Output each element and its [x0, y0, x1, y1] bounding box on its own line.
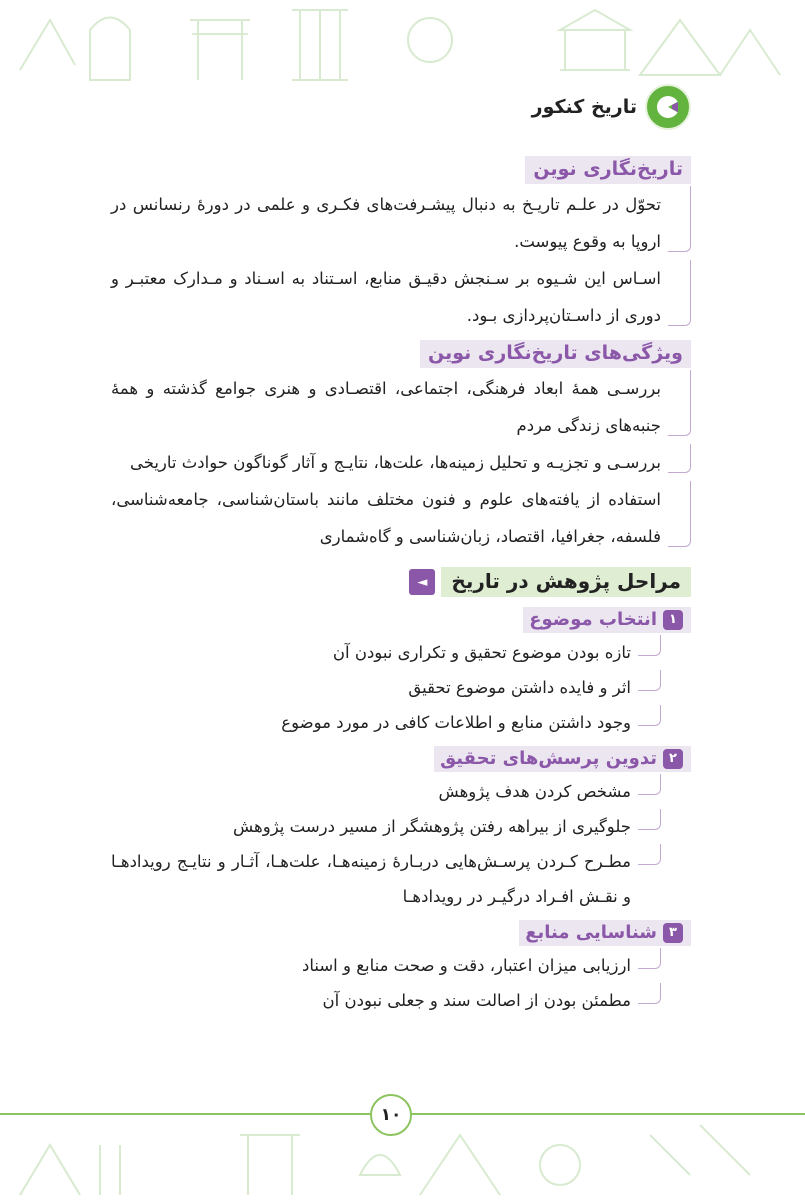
step-2 [111, 740, 691, 914]
bullet-list [111, 635, 661, 740]
bullet-marker [638, 670, 661, 691]
bullet-marker [668, 444, 691, 473]
bullet-list [111, 948, 661, 1018]
header-title: تاریخ کنکور [531, 96, 637, 118]
bullet-list [111, 370, 691, 555]
list-item-text: اسـاس این شـیوه بر سـنجش دقیـق منابع، اسـتناد به اسـناد و مـدارک معتبـر و دوری از داسـتان‌پردازی بـود. [111, 269, 661, 325]
bullet-marker [638, 635, 661, 656]
list-item-text: جلوگیری از بیراهه رفتن پژوهشگر از مسیر درست پژوهش [233, 817, 631, 836]
page-number: ۱۰ [370, 1094, 412, 1136]
list-item [111, 705, 661, 740]
list-item-text: مشخص کردن هدف پژوهش [438, 782, 631, 801]
step-3 [111, 914, 691, 1018]
step-1 [111, 601, 691, 740]
step-title: تدوین پرسش‌های تحقیق [440, 748, 657, 769]
bullet-marker [638, 948, 661, 969]
list-item-text: ارزیابی میزان اعتبار، دقت و صحت منابع و اسناد [302, 956, 631, 975]
list-item [111, 774, 661, 809]
list-item-text: بررسـی و تجزیـه و تحلیل زمینه‌ها، علت‌ها، نتایـج و آثار گوناگون حوادث تاریخی [129, 453, 661, 472]
list-item [111, 444, 691, 481]
step-heading [434, 746, 691, 772]
stage-heading [111, 567, 691, 597]
page-header [532, 84, 691, 130]
bullet-marker [668, 481, 691, 547]
bullet-list [111, 774, 661, 914]
section-title: ویژگی‌های تاریخ‌نگاری نوین [420, 340, 691, 368]
step-title: شناسایی منابع [525, 922, 657, 943]
page-content [111, 150, 691, 1018]
list-item-text: استفاده از یافته‌های علوم و فنون مختلف مانند باستان‌شناسی، جامعه‌شناسی، فلسفه، جغرافیا، اقتصاد، زبان‌شناسی و گاه‌شماری [111, 490, 661, 546]
section-modern-historiography [111, 150, 691, 334]
section-features [111, 334, 691, 555]
bullet-marker [638, 774, 661, 795]
arrow-left-icon: ◄ [409, 569, 435, 595]
bullet-list [111, 186, 691, 334]
list-item-text: مطمئن بودن از اصالت سند و جعلی نبودن آن [322, 991, 631, 1010]
list-item-text: تازه بودن موضوع تحقیق و تکراری نبودن آن [332, 643, 631, 662]
step-number: ۱ [663, 610, 683, 630]
list-item [111, 983, 661, 1018]
bullet-marker [638, 844, 661, 865]
step-number: ۲ [663, 749, 683, 769]
list-item [111, 186, 691, 260]
step-title: انتخاب موضوع [529, 609, 657, 630]
list-item-text: تحوّل در علـم تاریـخ به دنبال پیشـرفت‌های فکـری و علمی در دورهٔ رنسانس در اروپا به وقوع پیوست. [111, 195, 661, 251]
bullet-marker [638, 809, 661, 830]
bullet-marker [638, 705, 661, 726]
list-item [111, 260, 691, 334]
list-item [111, 948, 661, 983]
step-heading [519, 920, 691, 946]
stage-title: مراحل پژوهش در تاریخ [441, 567, 691, 597]
step-heading [523, 607, 691, 633]
bullet-marker [668, 260, 691, 326]
list-item-text: اثر و فایده داشتن موضوع تحقیق [408, 678, 631, 697]
bullet-marker [638, 983, 661, 1004]
list-item [111, 844, 661, 914]
list-item [111, 370, 691, 444]
bullet-marker [668, 370, 691, 436]
step-number: ۳ [663, 923, 683, 943]
list-item-text: بررسـی همهٔ ابعاد فرهنگی، اجتماعی، اقتصـادی و هنری جوامع گذشته و همهٔ جنبه‌های زندگی مردم [111, 379, 661, 435]
section-title: تاریخ‌نگاری نوین [525, 156, 691, 184]
list-item [111, 481, 691, 555]
bullet-marker [668, 186, 691, 252]
list-item-text: وجود داشتن منابع و اطلاعات کافی در مورد موضوع [281, 713, 631, 732]
background-pattern-top [0, 0, 805, 90]
list-item [111, 809, 661, 844]
list-item-text: مطـرح کـردن پرسـش‌هایی دربـارهٔ زمینه‌هـا، علت‌هـا، آثـار و نتایـج رویدادهـا و نقـش افـراد درگیـر در رویدادهـا [111, 852, 631, 906]
logo-icon [645, 84, 691, 130]
list-item [111, 635, 661, 670]
list-item [111, 670, 661, 705]
